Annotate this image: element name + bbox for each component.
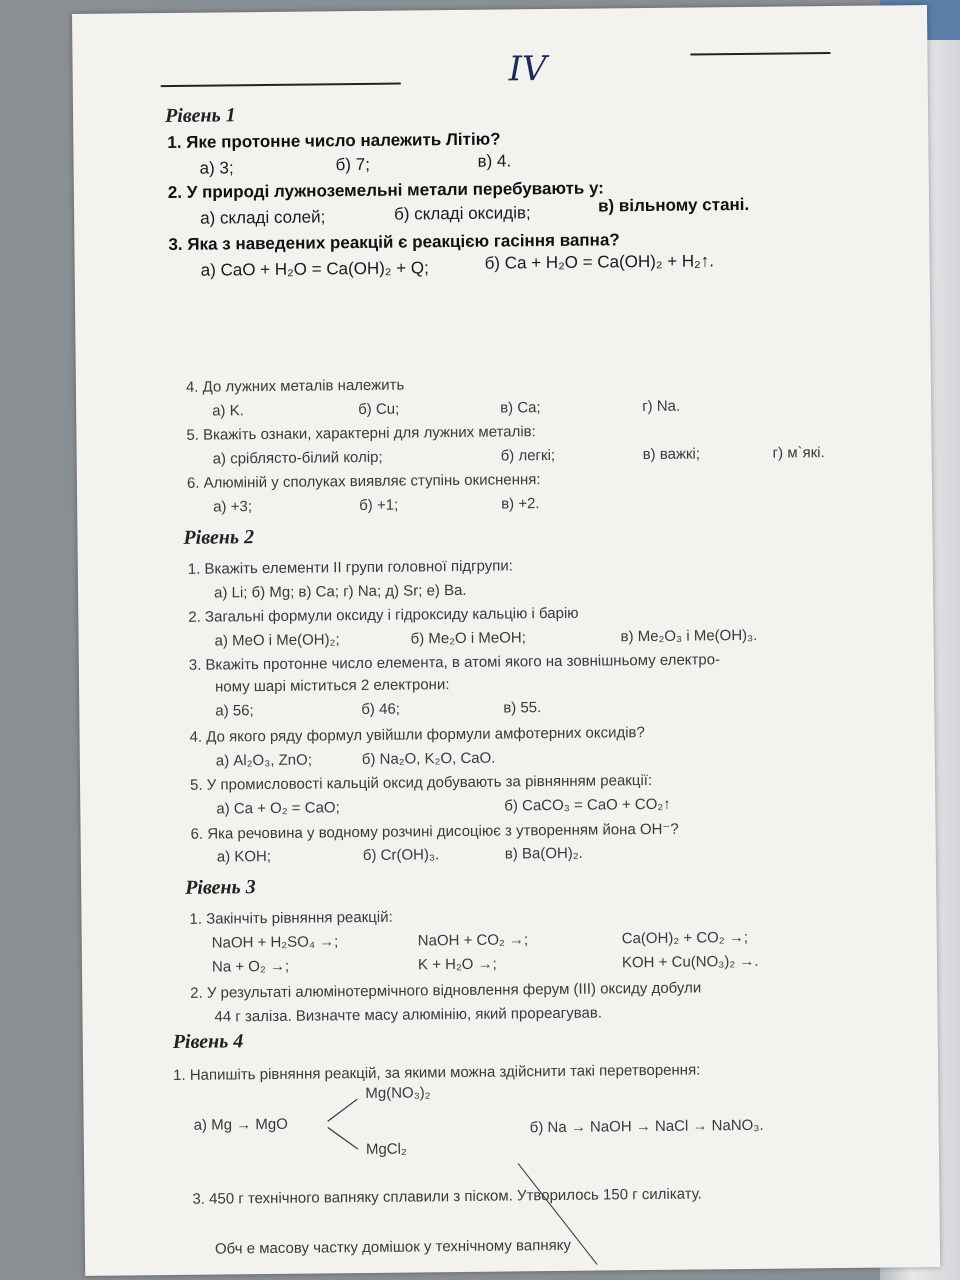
level3-title: Рівень 3 xyxy=(185,876,256,899)
level1-q3: 3. Яка з наведених реакцій є реакцією гасіння вапна? xyxy=(168,230,620,255)
level2-q6-c: в) Ba(OH)₂. xyxy=(504,844,583,863)
level1-q5-b: б) легкі; xyxy=(500,446,556,465)
level4-q3-cont: Обч е масову частку домішок у технічному вапняку xyxy=(214,1236,572,1258)
top-rule-left xyxy=(161,83,401,88)
level2-q3-b: б) 46; xyxy=(361,700,400,719)
level4-q3: 3. 450 г технічного вапняку сплавили з піском. Утворилось 150 г силікату. xyxy=(192,1185,702,1208)
level1-q1-a: а) 3; xyxy=(199,158,234,178)
level2-q2-a: а) MeO і Me(OH)₂; xyxy=(214,631,340,650)
level4-q1: 1. Напишіть рівняння реакцій, за якими можна здійснити такі перетворення: xyxy=(173,1061,701,1084)
level2-q5-a: а) Ca + O₂ = CaO; xyxy=(216,799,340,818)
level2-q2-c: в) Me₂O₃ і Me(OH)₃. xyxy=(620,626,758,646)
level1-q2-c: в) вільному стані. xyxy=(597,194,750,216)
level1-q4-d: г) Na. xyxy=(642,397,681,416)
pen-stroke xyxy=(514,1158,605,1269)
level3-eq2: NaOH + CO₂ →; xyxy=(417,931,529,950)
level3-eq4: Na + O₂ →; xyxy=(211,957,290,976)
level4-title: Рівень 4 xyxy=(172,1030,244,1054)
level2-q4: 4. До якого ряду формул увійшли формули амфотерних оксидів? xyxy=(189,724,645,746)
level3-q1: 1. Закінчіть рівняння реакцій: xyxy=(189,908,393,928)
level1-q4: 4. До лужних металів належить xyxy=(185,376,405,396)
level1-q6: 6. Алюміній у сполуках виявляє ступінь окиснення: xyxy=(186,471,541,492)
level1-q5-d: г) м`які. xyxy=(772,444,825,462)
level1-q1-c: в) 4. xyxy=(477,151,512,171)
top-rule-right xyxy=(690,52,830,55)
level1-q2-a: а) складі солей; xyxy=(200,207,326,228)
level3-eq1: NaOH + H₂SO₄ →; xyxy=(211,933,339,952)
level3-eq6: KOH + Cu(NO₃)₂ →. xyxy=(621,952,759,972)
level2-q6: 6. Яка речовина у водному розчині дисоціює з утворенням йона OH⁻? xyxy=(190,820,679,843)
level1-q6-c: в) +2. xyxy=(501,495,540,513)
handwritten-mark: IV xyxy=(508,49,547,90)
level3-eq3: Ca(OH)₂ + CO₂ →; xyxy=(621,928,749,948)
level2-q4-a: а) Al₂O₃, ZnO; xyxy=(215,751,313,770)
level2-q6-b: б) Cr(OH)₃. xyxy=(362,846,440,865)
level3-q2-cont: 44 г заліза. Визначте масу алюмінію, який прореагував. xyxy=(214,1004,603,1026)
level1-q1: 1. Яке протонне число належить Літію? xyxy=(167,129,501,153)
level1-q5-c: в) важкі; xyxy=(642,445,701,464)
level2-q3: 3. Вкажіть протонне число елемента, в атомі якого на зовнішньому електро- xyxy=(188,651,721,674)
level2-q6-a: а) KOH; xyxy=(216,847,272,866)
level1-q4-a: а) K. xyxy=(212,402,244,420)
level1-q6-a: а) +3; xyxy=(213,498,253,516)
scheme-a-bottom-product: MgCl₂ xyxy=(365,1140,407,1158)
scheme-b: б) Na → NaOH → NaCl → NaNO₃. xyxy=(529,1116,764,1137)
level1-q4-c: в) Ca; xyxy=(500,399,541,417)
level2-q5-b: б) CaCO₃ = CaO + CO₂↑ xyxy=(504,795,671,815)
level1-q6-b: б) +1; xyxy=(359,496,399,515)
level1-q5-a: а) сріблясто-білий колір; xyxy=(212,448,383,468)
level2-q3-c: в) 55. xyxy=(503,699,542,717)
level1-q3-b: б) Ca + H₂O = Ca(OH)₂ + H₂↑. xyxy=(484,251,715,273)
level3-q2: 2. У результаті алюмінотермічного відновлення ферум (ІІІ) оксиду добули xyxy=(190,979,702,1002)
level2-q3-cont: ному шарі міститься 2 електрони: xyxy=(214,676,450,696)
level2-q2-b: б) Me₂O і MeOH; xyxy=(410,629,526,648)
level1-title: Рівень 1 xyxy=(164,104,236,128)
level2-q5: 5. У промисловості кальцій оксид добувають за рівнянням реакції: xyxy=(189,771,653,794)
level3-eq5: K + H₂O →; xyxy=(417,955,497,974)
level1-q3-a: а) CaO + H₂O = Ca(OH)₂ + Q; xyxy=(200,258,429,280)
level2-q1: 1. Вкажіть елементи ІІ групи головної підгрупи: xyxy=(187,557,514,578)
worksheet-page xyxy=(72,5,940,1276)
level1-q5: 5. Вкажіть ознаки, характерні для лужних металів: xyxy=(186,423,536,444)
level2-q1-options: а) Li; б) Mg; в) Ca; г) Na; д) Sr; е) Ba. xyxy=(213,581,467,602)
scheme-a-branch-arrows xyxy=(323,1091,364,1155)
scheme-a-top-product: Mg(NO₃)₂ xyxy=(365,1084,431,1102)
level2-q3-a: а) 56; xyxy=(215,702,254,720)
level2-q4-b: б) Na₂O, K₂O, CaO. xyxy=(361,749,496,769)
level1-q4-b: б) Cu; xyxy=(358,400,400,419)
scheme-a-start: а) Mg → MgO xyxy=(193,1115,288,1134)
level2-title: Рівень 2 xyxy=(183,526,255,549)
level1-q2: 2. У природі лужноземельні метали перебувають у: xyxy=(167,178,605,203)
level2-q2: 2. Загальні формули оксиду і гідроксиду кальцію і барію xyxy=(188,604,579,626)
level1-q2-b: б) складі оксидів; xyxy=(394,203,531,224)
level1-q1-b: б) 7; xyxy=(335,154,371,175)
